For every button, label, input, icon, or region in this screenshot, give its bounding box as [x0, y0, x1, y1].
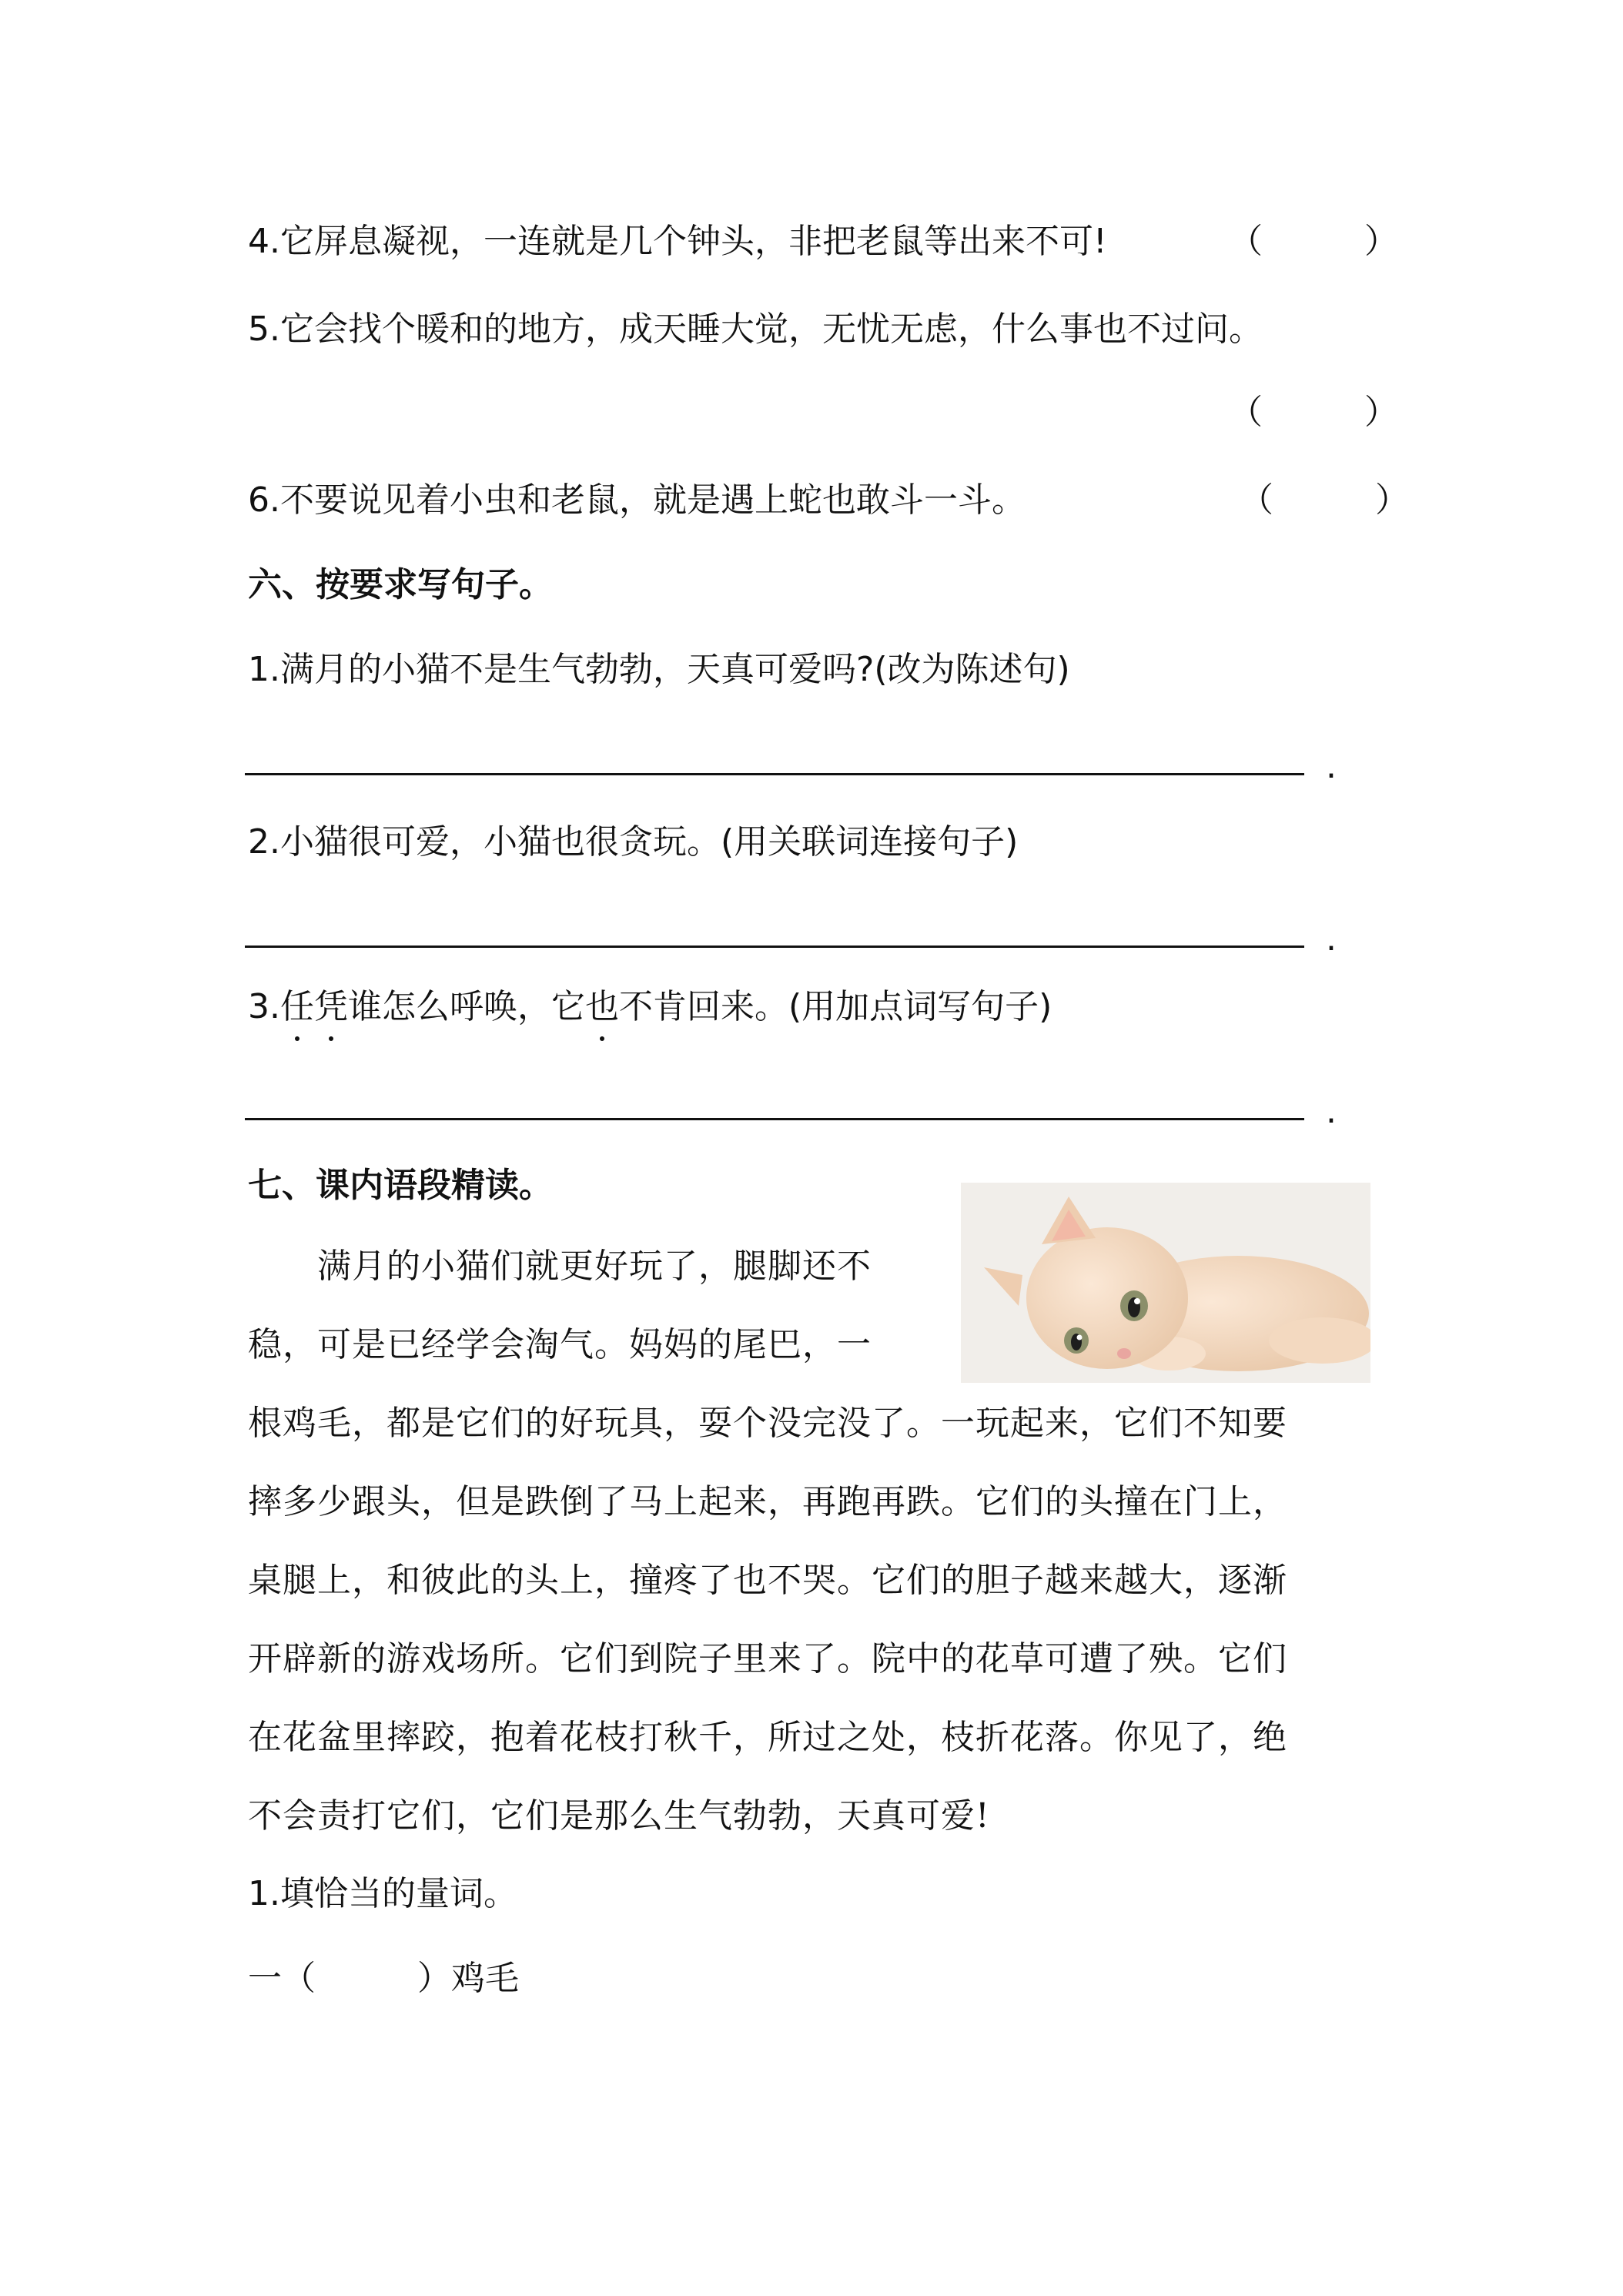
question-6-answer-paren[interactable]: （ ）: [1240, 480, 1409, 520]
section-7-title: 七、课内语段精读。: [248, 1166, 553, 1205]
question-3-text-b: 不肯回来。(用加点词写句子): [618, 987, 1052, 1026]
question-5-answer-paren[interactable]: （ ）: [1229, 393, 1398, 432]
section-6-question-1: 1.满月的小猫不是生气勃勃，天真可爱吗?(改为陈述句): [248, 650, 1070, 689]
dotted-char-ye: 也: [585, 984, 619, 1030]
passage-line-8: 不会责打它们，它们是那么生气勃勃，天真可爱!: [248, 1796, 990, 1836]
passage-line-6: 开辟新的游戏场所。它们到院子里来了。院中的花草可遭了殃。它们: [248, 1639, 1287, 1678]
passage-line-7: 在花盆里摔跤，抱着花枝打秋千，所过之处，枝折花落。你见了，绝: [248, 1718, 1287, 1757]
question-4-text: 4.它屏息凝视，一连就是几个钟头，非把老鼠等出来不可!: [248, 222, 1107, 261]
dotted-char-ping: 凭: [314, 984, 348, 1030]
question-5-text: 5.它会找个暖和的地方，成天睡大觉，无忧无虑，什么事也不过问。: [248, 310, 1263, 349]
answer-line-2-period: .: [1326, 919, 1337, 959]
section-6-question-3: [248, 984, 1052, 1030]
section-6-question-2: 2.小猫很可爱，小猫也很贪玩。(用关联词连接句子): [248, 822, 1019, 862]
answer-line-3[interactable]: [245, 1118, 1304, 1120]
passage-line-1: 满月的小猫们就更好玩了，腿脚还不: [248, 1247, 872, 1286]
question-4-answer-paren[interactable]: （ ）: [1229, 222, 1398, 261]
answer-line-3-period: .: [1326, 1092, 1337, 1131]
answer-line-2[interactable]: [245, 946, 1304, 948]
question-3-text-a: 谁怎么呼唤，它: [347, 987, 585, 1026]
measure-word-blank[interactable]: 一（ ）鸡毛: [248, 1959, 519, 1998]
question-3-number: 3.: [248, 987, 280, 1026]
dotted-char-ren: 任: [280, 984, 314, 1030]
passage-line-4: 摔多少跟头，但是跌倒了马上起来，再跑再跌。它们的头撞在门上，: [248, 1482, 1287, 1521]
question-6-text: 6.不要说见着小虫和老鼠，就是遇上蛇也敢斗一斗。: [248, 480, 1026, 520]
section-7-question-1: 1.填恰当的量词。: [248, 1874, 517, 1913]
passage-line-5: 桌腿上，和彼此的头上，撞疼了也不哭。它们的胆子越来越大，逐渐: [248, 1561, 1287, 1600]
answer-line-1[interactable]: [245, 773, 1304, 775]
section-6-title: 六、按要求写句子。: [248, 565, 553, 604]
kitten-photo: [961, 1183, 1370, 1383]
passage-line-2: 稳，可是已经学会淘气。妈妈的尾巴，一: [248, 1325, 872, 1364]
passage-line-3: 根鸡毛，都是它们的好玩具，耍个没完没了。一玩起来，它们不知要: [248, 1404, 1287, 1443]
answer-line-1-period: .: [1326, 747, 1337, 786]
